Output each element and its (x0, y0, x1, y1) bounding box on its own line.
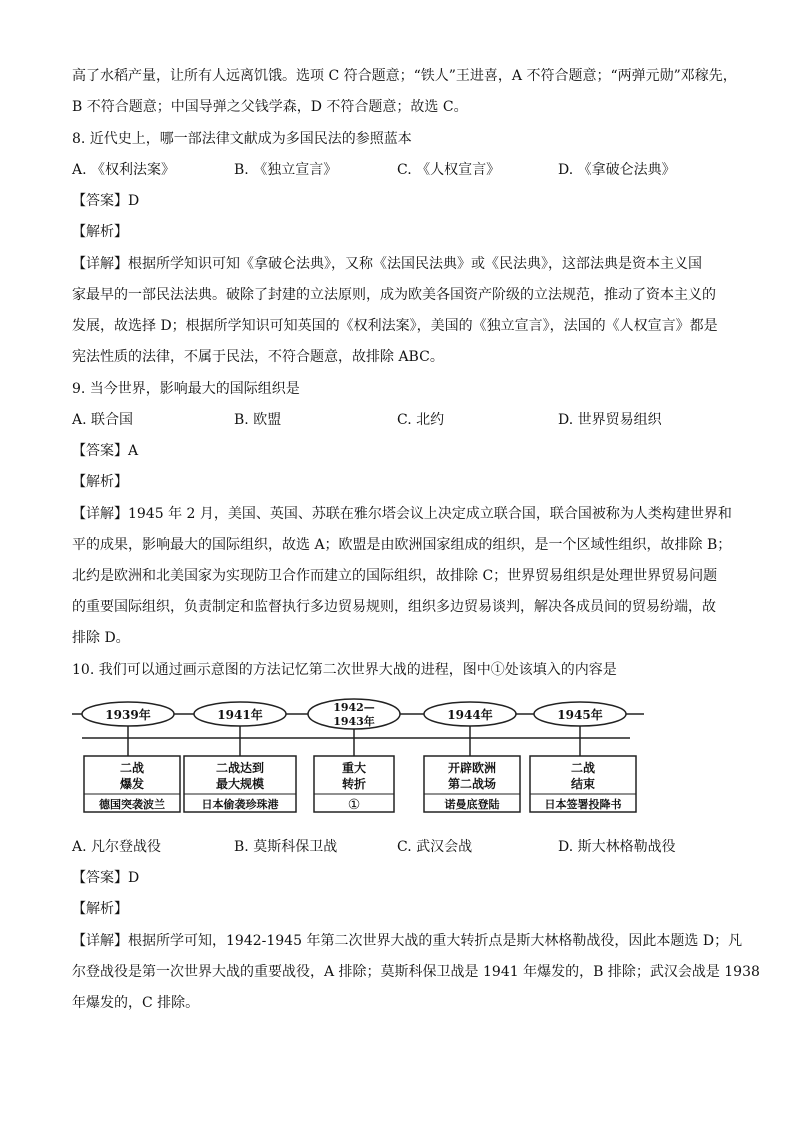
option-c: C. 北约 (397, 412, 445, 428)
event-label: 二战 (119, 761, 145, 775)
detail-line: 宪法性质的法律，不属于民法，不符合题意，故排除 ABC。 (72, 349, 444, 365)
event-detail: 日本签署投降书 (544, 798, 622, 811)
detail-line: 排除 D。 (72, 630, 130, 646)
answer-label: 【答案】A (72, 443, 139, 459)
event-label: 二战 (570, 761, 596, 775)
event-label: 第二战场 (447, 777, 497, 791)
event-box-1944 (424, 756, 520, 812)
timeline-node-1939 (82, 702, 174, 726)
option-b: B. 《独立宣言》 (234, 162, 338, 178)
option-a: A. 凡尔登战役 (72, 839, 162, 855)
option-a: A. 联合国 (72, 412, 134, 428)
timeline-node-1944 (424, 702, 516, 726)
event-label: 最大规模 (215, 777, 265, 791)
analysis-label: 【解析】 (72, 224, 128, 240)
question-stem: 8. 近代史上，哪一部法律文献成为多国民法的参照蓝本 (72, 131, 412, 147)
year-label: 1942— (333, 701, 375, 714)
event-label: 重大 (341, 761, 367, 775)
event-label: 二战达到 (215, 761, 265, 775)
option-b: B. 欧盟 (234, 412, 282, 428)
detail-line: 【详解】1945 年 2 月，美国、英国、苏联在雅尔塔会议上决定成立联合国，联合国被称为人类构建世界和 (72, 506, 732, 522)
detail-line: 尔登战役是第一次世界大战的重要战役，A 排除；莫斯科保卫战是 1941 年爆发的，B 排除；武汉会战是 1938 (72, 964, 760, 980)
analysis-label: 【解析】 (72, 474, 128, 490)
year-label: 1945年 (557, 708, 603, 722)
option-c: C. 武汉会战 (397, 839, 473, 855)
analysis-label: 【解析】 (72, 901, 128, 917)
detail-line: 平的成果，影响最大的国际组织，故选 A；欧盟是由欧洲国家组成的组织，是一个区域性组织，故排除 B； (72, 537, 732, 553)
event-detail: 诺曼底登陆 (444, 798, 500, 811)
option-d: D. 斯大林格勒战役 (558, 839, 676, 855)
year-label: 1944年 (447, 708, 493, 722)
detail-line: 北约是欧洲和北美国家为实现防卫合作而建立的国际组织，故排除 C；世界贸易组织是处理世界贸易问题 (72, 568, 718, 584)
detail-line: 发展，故选择 D；根据所学知识可知英国的《权利法案》，美国的《独立宣言》，法国的《人权宣言》都是 (72, 318, 718, 334)
answer-label: 【答案】D (72, 193, 140, 209)
event-box-1941 (184, 756, 296, 812)
option-b: B. 莫斯科保卫战 (234, 839, 338, 855)
timeline-node-1941 (194, 702, 286, 726)
timeline-node-1942-1943 (308, 699, 400, 729)
event-label: 开辟欧洲 (447, 761, 497, 775)
detail-line: 的重要国际组织，负责制定和监督执行多边贸易规则，组织多边贸易谈判，解决各成员间的贸易纷端，故 (72, 599, 716, 615)
event-label: 转折 (341, 777, 367, 791)
ww2-timeline-diagram (72, 694, 652, 818)
event-label: 结束 (570, 777, 596, 791)
option-d: D. 《拿破仑法典》 (558, 162, 676, 178)
event-box-1942-1943 (314, 756, 394, 813)
event-box-1945 (530, 756, 636, 812)
year-label: 1939年 (105, 708, 151, 722)
question-stem: 9. 当今世界，影响最大的国际组织是 (72, 381, 300, 397)
event-detail: 德国突袭波兰 (99, 798, 165, 811)
detail-line: 【详解】根据所学可知，1942-1945 年第二次世界大战的重大转折点是斯大林格勒战役，因此本题选 D；凡 (72, 933, 743, 949)
year-label: 1941年 (217, 708, 263, 722)
event-label: 爆发 (119, 777, 145, 791)
event-box-1939 (84, 756, 180, 812)
answer-label: 【答案】D (72, 870, 140, 886)
detail-line: 【详解】根据所学知识可知《拿破仑法典》，又称《法国民法典》或《民法典》，这部法典是资本主义国 (72, 256, 702, 272)
detail-line: 年爆发的，C 排除。 (72, 995, 200, 1011)
year-label: 1943年 (333, 715, 375, 728)
text-line: B 不符合题意；中国导弹之父钱学森，D 不符合题意；故选 C。 (72, 99, 468, 115)
detail-line: 家最早的一部民法法典。破除了封建的立法原则，成为欧美各国资产阶级的立法规范，推动了资本主义的 (72, 287, 716, 303)
event-detail: 日本偷袭珍珠港 (201, 798, 279, 811)
option-a: A. 《权利法案》 (72, 162, 176, 178)
question-stem: 10. 我们可以通过画示意图的方法记忆第二次世界大战的进程，图中①处该填入的内容是 (72, 662, 617, 678)
blank-marker: ① (347, 797, 361, 813)
option-d: D. 世界贸易组织 (558, 412, 662, 428)
timeline-node-1945 (534, 702, 626, 726)
option-c: C. 《人权宣言》 (397, 162, 501, 178)
text-line: 高了水稻产量，让所有人远离饥饿。选项 C 符合题意；“铁人”王进喜，A 不符合题意；“两弹元勋”邓稼先， (72, 68, 737, 84)
